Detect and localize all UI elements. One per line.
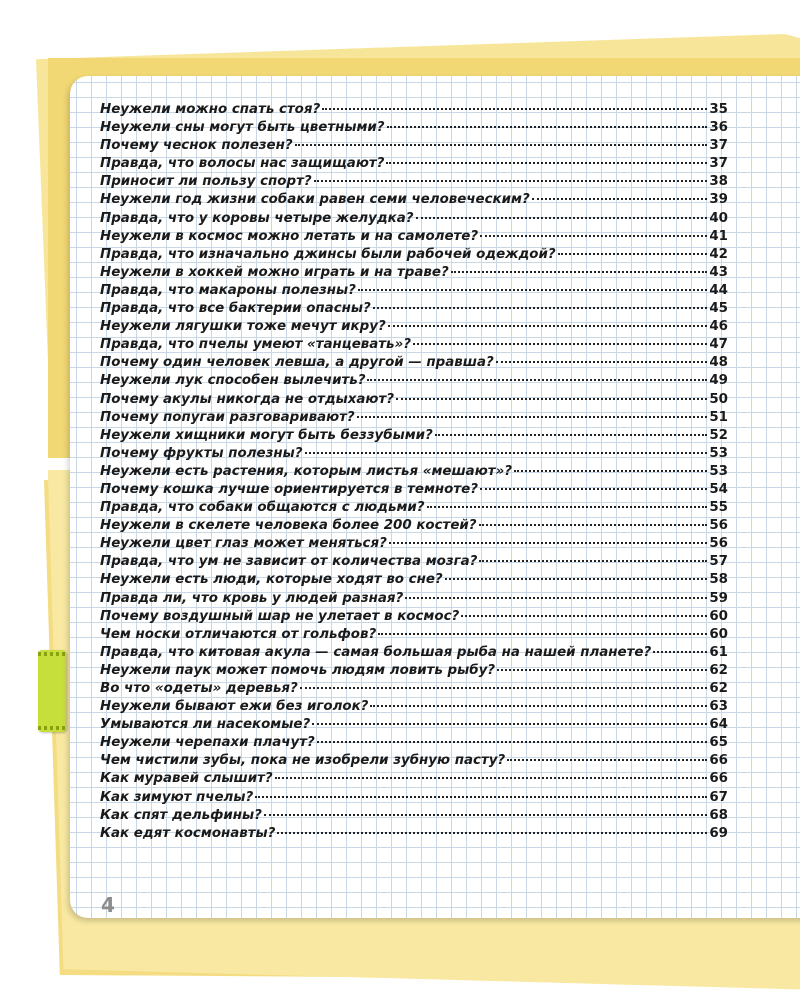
toc-entry-title: Неужели в космос можно летать и на самолете? (100, 228, 479, 244)
toc-dot-leader (416, 217, 708, 219)
toc-entry-title: Правда, что у коровы четыре желудка? (100, 210, 414, 226)
toc-entry-page: 42 (709, 246, 728, 262)
toc-entry-page: 58 (709, 572, 728, 588)
toc-entry-title: Неужели лук способен вылечить? (100, 373, 366, 389)
toc-entry-page: 48 (709, 355, 728, 371)
toc-entry-title: Чем чистили зубы, пока не изобрели зубную пасту? (100, 753, 506, 769)
toc-entry-page: 62 (709, 662, 728, 678)
toc-dot-leader (389, 542, 708, 544)
toc-entry-title: Как муравей слышит? (100, 771, 273, 787)
toc-entry-title: Почему попугаи разговаривают? (100, 409, 355, 425)
toc-dot-leader (435, 434, 708, 436)
toc-entry-title: Правда ли, что кровь у людей разная? (100, 590, 404, 606)
toc-dot-leader (255, 796, 707, 798)
toc-dot-leader (479, 560, 707, 562)
toc-entry-page: 38 (709, 174, 728, 190)
toc-entry-page: 44 (709, 282, 728, 298)
toc-entry-page: 49 (709, 373, 728, 389)
toc-entry[interactable] (100, 354, 728, 372)
toc-entry[interactable] (100, 372, 728, 390)
toc-entry-title: Как едят космонавты? (100, 825, 276, 841)
toc-entry-title: Неужели есть растения, которым листья «мешают»? (100, 463, 512, 479)
toc-entry-page: 59 (709, 590, 728, 606)
toc-entry[interactable] (100, 155, 728, 173)
toc-dot-leader (378, 633, 707, 635)
toc-dot-leader (405, 597, 707, 599)
toc-entry-title: Правда, что ум не зависит от количества мозга? (100, 554, 478, 570)
toc-entry-title: Почему воздушный шар не улетает в космос? (100, 608, 460, 624)
toc-entry-page: 41 (709, 228, 728, 244)
toc-dot-leader (295, 144, 708, 146)
toc-entry[interactable] (100, 734, 728, 752)
toc-dot-leader (373, 307, 708, 309)
toc-entry[interactable] (100, 409, 728, 427)
toc-entry[interactable] (100, 481, 728, 499)
toc-entry-page: 57 (709, 554, 728, 570)
toc-entry[interactable] (100, 770, 728, 788)
toc-entry[interactable] (100, 246, 728, 264)
table-of-contents (100, 101, 728, 843)
toc-entry[interactable] (100, 698, 728, 716)
toc-entry-title: Неужели лягушки тоже мечут икру? (100, 319, 386, 335)
toc-dot-leader (367, 379, 707, 381)
toc-entry-page: 66 (709, 753, 728, 769)
toc-dot-leader (445, 578, 708, 580)
toc-entry[interactable] (100, 553, 728, 571)
toc-entry[interactable] (100, 716, 728, 734)
toc-entry-title: Правда, что изначально джинсы были рабочей одеждой? (100, 246, 556, 262)
toc-entry[interactable] (100, 445, 728, 463)
toc-entry[interactable] (100, 300, 728, 318)
toc-entry-page: 39 (709, 192, 728, 208)
toc-entry[interactable] (100, 282, 728, 300)
toc-dot-leader (314, 180, 708, 182)
toc-dot-leader (388, 325, 708, 327)
toc-entry-title: Почему кошка лучше ориентируется в темноте? (100, 481, 478, 497)
toc-entry-title: Как спят дельфины? (100, 807, 262, 823)
toc-dot-leader (317, 741, 708, 743)
toc-entry-page: 53 (709, 445, 728, 461)
toc-entry-page: 69 (709, 825, 728, 841)
toc-entry-page: 37 (709, 156, 728, 172)
toc-entry-page: 50 (709, 391, 728, 407)
toc-entry-title: Неужели паук может помочь людям ловить рыбу? (100, 662, 496, 678)
toc-entry[interactable] (100, 571, 728, 589)
toc-entry[interactable] (100, 391, 728, 409)
toc-entry-page: 47 (709, 337, 728, 353)
toc-dot-leader (277, 832, 707, 834)
toc-entry-title: Почему акулы никогда не отдыхают? (100, 391, 394, 407)
page-number: 4 (101, 893, 115, 917)
toc-entry[interactable] (100, 463, 728, 481)
toc-entry[interactable] (100, 644, 728, 662)
toc-entry-title: Неужели цвет глаз может меняться? (100, 536, 387, 552)
toc-entry-title: Приносит ли пользу спорт? (100, 174, 312, 190)
toc-entry[interactable] (100, 173, 728, 191)
toc-entry-page: 36 (709, 120, 728, 136)
toc-entry[interactable] (100, 137, 728, 155)
toc-entry[interactable] (100, 119, 728, 137)
toc-entry-title: Неужели сны могут быть цветными? (100, 120, 385, 136)
toc-entry[interactable] (100, 427, 728, 445)
toc-dot-leader (275, 777, 708, 779)
toc-dot-leader (322, 108, 707, 110)
toc-dot-leader (514, 470, 707, 472)
toc-dot-leader (312, 723, 707, 725)
toc-entry-title: Во что «одеты» деревья? (100, 681, 298, 696)
toc-entry-page: 68 (709, 807, 728, 823)
toc-dot-leader (305, 452, 708, 454)
toc-dot-leader (413, 343, 707, 345)
toc-entry-title: Чем носки отличаются от гольфов? (100, 626, 377, 642)
toc-dot-leader (507, 759, 707, 761)
toc-entry[interactable] (100, 752, 728, 770)
toc-entry-page: 35 (709, 102, 728, 117)
toc-entry-page: 43 (709, 264, 728, 280)
toc-dot-leader (264, 814, 707, 816)
toc-entry-page: 56 (709, 536, 728, 552)
toc-entry-title: Неужели в скелете человека более 200 костей? (100, 518, 477, 534)
toc-entry-title: Правда, что все бактерии опасны? (100, 301, 371, 317)
toc-entry-title: Неужели хищники могут быть беззубыми? (100, 427, 433, 443)
toc-entry[interactable] (100, 191, 728, 209)
toc-entry-page: 62 (709, 681, 728, 696)
toc-dot-leader (357, 416, 708, 418)
toc-entry[interactable] (100, 499, 728, 517)
toc-entry[interactable] (100, 662, 728, 680)
toc-entry-page: 65 (709, 735, 728, 751)
toc-entry[interactable] (100, 590, 728, 608)
toc-entry-page: 60 (709, 608, 728, 624)
toc-entry-title: Почему один человек левша, а другой — правша? (100, 355, 494, 371)
toc-entry[interactable] (100, 228, 728, 246)
toc-entry-page: 51 (709, 409, 728, 425)
toc-dot-leader (300, 687, 708, 689)
toc-dot-leader (370, 705, 707, 707)
toc-entry-page: 64 (709, 717, 728, 733)
toc-dot-leader (451, 271, 708, 273)
toc-entry-title: Неужели есть люди, которые ходят во сне? (100, 572, 443, 588)
toc-entry-page: 56 (709, 518, 728, 534)
toc-dot-leader (479, 524, 708, 526)
toc-entry-page: 46 (709, 319, 728, 335)
toc-dot-leader (386, 162, 707, 164)
toc-entry[interactable] (100, 101, 728, 119)
toc-entry[interactable] (100, 807, 728, 825)
toc-entry-page: 52 (709, 427, 728, 443)
toc-entry[interactable] (100, 517, 728, 535)
toc-entry[interactable] (100, 626, 728, 644)
toc-entry-title: Умываются ли насекомые? (100, 717, 311, 733)
toc-entry-title: Правда, что пчелы умеют «танцевать»? (100, 337, 411, 353)
toc-entry[interactable] (100, 608, 728, 626)
toc-entry[interactable] (100, 210, 728, 228)
toc-dot-leader (480, 235, 707, 237)
toc-entry-page: 61 (709, 644, 728, 660)
toc-entry-title: Правда, что макароны полезны? (100, 282, 356, 298)
toc-entry-page: 54 (709, 481, 728, 497)
toc-entry[interactable] (100, 535, 728, 553)
toc-entry-page: 37 (709, 138, 728, 154)
toc-entry-page: 40 (709, 210, 728, 226)
toc-dot-leader (558, 253, 708, 255)
toc-entry-title: Правда, что волосы нас защищают? (100, 156, 385, 172)
toc-entry-title: Неужели бывают ежи без иголок? (100, 699, 369, 715)
toc-entry-title: Правда, что собаки общаются с людьми? (100, 500, 425, 516)
toc-dot-leader (427, 506, 708, 508)
toc-dot-leader (480, 488, 707, 490)
toc-entry[interactable] (100, 789, 728, 807)
toc-entry-title: Как зимуют пчелы? (100, 789, 254, 805)
toc-entry-title: Почему фрукты полезны? (100, 445, 303, 461)
toc-entry-page: 63 (709, 699, 728, 715)
toc-dot-leader (396, 398, 707, 400)
toc-dot-leader (461, 615, 707, 617)
toc-entry-page: 53 (709, 463, 728, 479)
toc-entry-title: Неужели в хоккей можно играть и на траве? (100, 264, 449, 280)
toc-dot-leader (532, 198, 708, 200)
toc-entry-title: Неужели можно спать стоя? (100, 102, 321, 117)
toc-entry[interactable] (100, 336, 728, 354)
toc-dot-leader (497, 669, 707, 671)
toc-dot-leader (358, 289, 707, 291)
toc-entry-page: 67 (709, 789, 728, 805)
toc-entry-title: Неужели черепахи плачут? (100, 735, 315, 751)
toc-entry-title: Почему чеснок полезен? (100, 138, 293, 154)
toc-entry-page: 66 (709, 771, 728, 787)
toc-entry[interactable] (100, 264, 728, 282)
toc-entry-page: 55 (709, 500, 728, 516)
toc-entry[interactable] (100, 825, 728, 843)
toc-entry-title: Правда, что китовая акула — самая большая рыба на нашей планете? (100, 644, 652, 660)
toc-entry-page: 60 (709, 626, 728, 642)
toc-entry-title: Неужели год жизни собаки равен семи человеческим? (100, 192, 530, 208)
toc-dot-leader (496, 361, 708, 363)
toc-entry[interactable] (100, 318, 728, 336)
toc-dot-leader (387, 126, 708, 128)
toc-dot-leader (653, 651, 707, 653)
toc-entry-page: 45 (709, 301, 728, 317)
toc-entry[interactable] (100, 680, 728, 698)
bookmark-tab (38, 650, 66, 732)
